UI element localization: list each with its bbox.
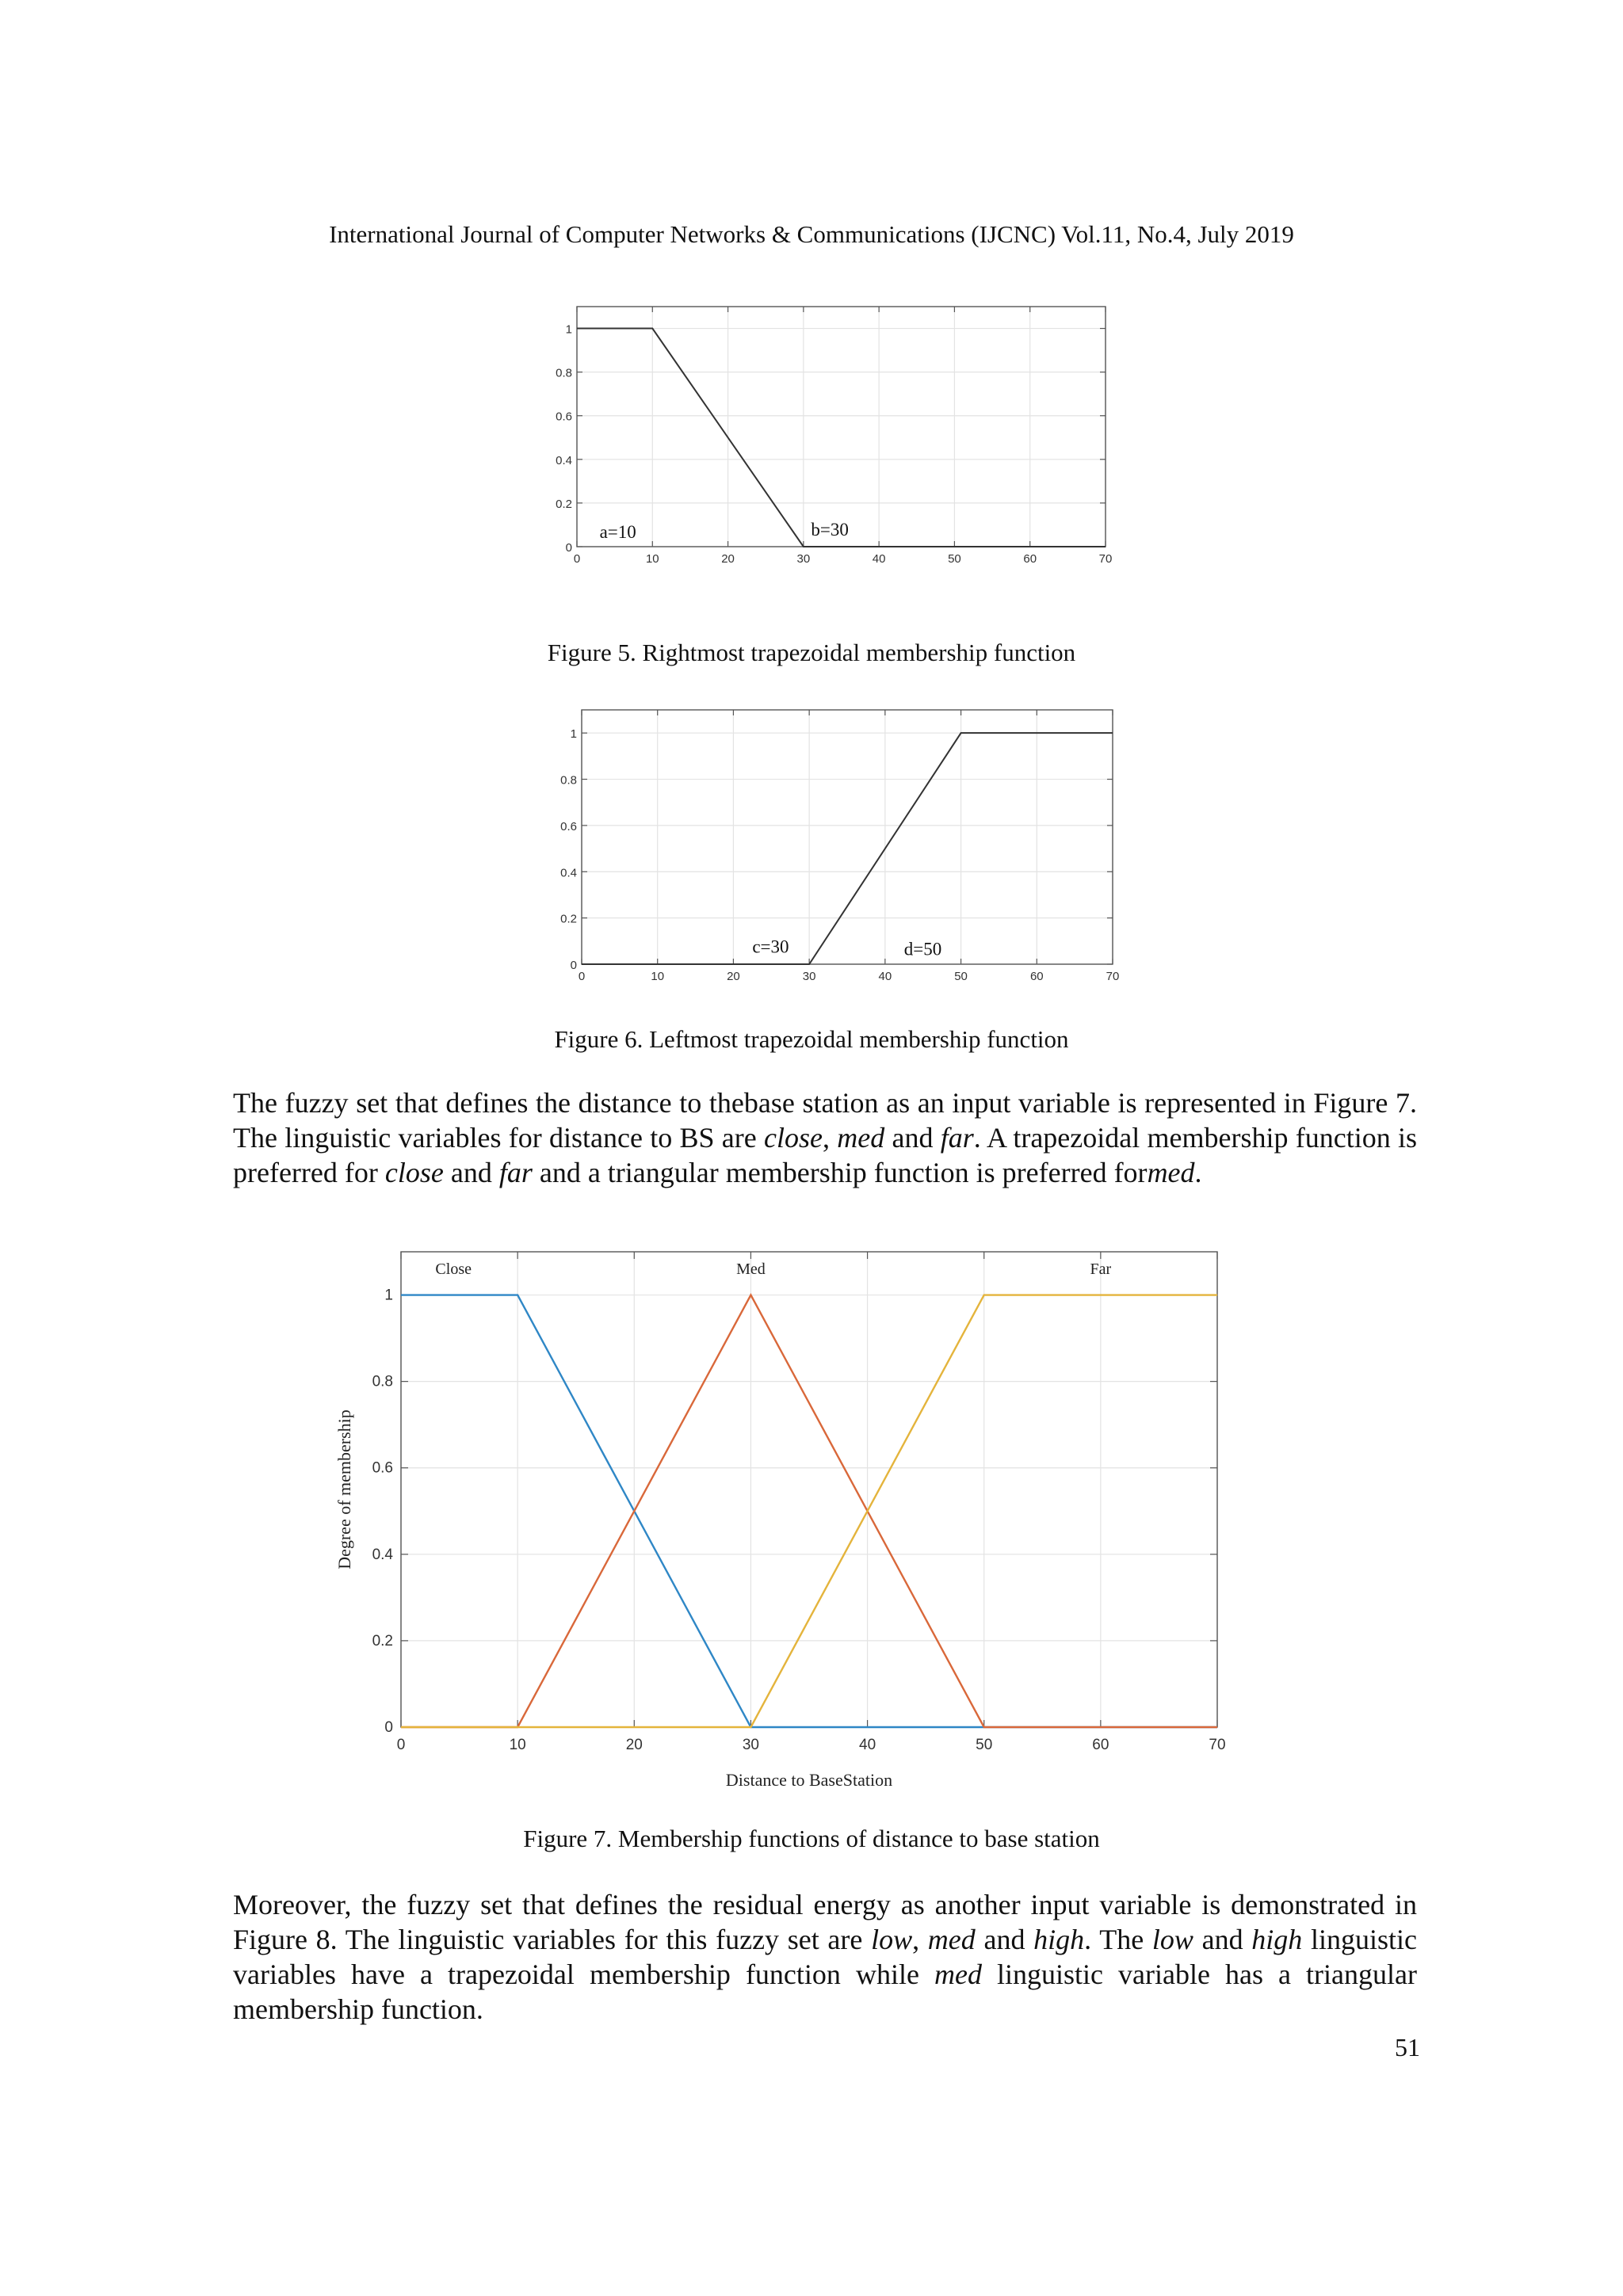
y-tick-label: 0.8 (372, 1373, 393, 1390)
figure-7-caption: Figure 7. Membership functions of distance to base station (523, 1825, 1100, 1852)
term-med: med (927, 1924, 976, 1955)
y-tick-label: 0 (384, 1719, 393, 1736)
x-tick-label: 30 (796, 552, 811, 566)
chart-grid (582, 710, 1113, 964)
x-tick-label: 0 (396, 1737, 406, 1753)
y-tick-label: 0.4 (556, 453, 572, 467)
text-run: . A trapezoidal membership function is preferred for (233, 1122, 1417, 1188)
text-run: linguistic variables have a trapezoidal membership function while (233, 1924, 1417, 1990)
x-tick-label: 40 (878, 970, 892, 983)
y-tick-label: 0.2 (372, 1632, 393, 1650)
figure-5-caption: Figure 5. Rightmost trapezoidal membership function (547, 639, 1076, 666)
figure-5-chart (523, 293, 1125, 566)
x-tick-label: 60 (1023, 552, 1037, 566)
term-high: high (1033, 1924, 1085, 1955)
x-tick-label: 20 (727, 970, 740, 983)
x-tick-label: 70 (1106, 970, 1120, 983)
x-tick-label: 50 (954, 970, 968, 983)
x-tick-label: 30 (742, 1737, 759, 1753)
figure-7-chart (325, 1236, 1228, 1806)
term-low: low (871, 1924, 913, 1955)
term-close: close (384, 1157, 444, 1188)
x-tick-label: 0 (578, 970, 586, 983)
x-axis-label: Distance to BaseStation (725, 1770, 893, 1790)
series-line-med (401, 1295, 1217, 1727)
term-low: low (1151, 1924, 1193, 1955)
x-tick-label: 50 (948, 552, 961, 566)
y-tick-label: 0.4 (560, 866, 577, 880)
series-line (582, 733, 1113, 964)
y-tick-label: 0.4 (372, 1546, 393, 1563)
y-tick-label: 0 (570, 959, 577, 972)
paragraph-energy (233, 1887, 1417, 2027)
x-tick-label: 10 (645, 552, 659, 566)
text-run: . The (1084, 1924, 1152, 1955)
annotation-label: c=30 (752, 936, 789, 957)
y-tick-label: 0.6 (372, 1459, 393, 1477)
figure-6-chart (523, 697, 1125, 983)
y-tick-label: 0.8 (556, 366, 572, 380)
text-run: linguistic variable has a triangular membership function. (233, 1958, 1417, 2025)
chart-grid (577, 307, 1106, 547)
plot-frame (577, 307, 1106, 547)
x-tick-label: 70 (1098, 552, 1113, 566)
series-line (577, 329, 1106, 547)
x-tick-label: 0 (573, 552, 581, 566)
journal-header: International Journal of Computer Networks & Communications (IJCNC) Vol.11, No.4, July 2019 (329, 220, 1294, 248)
page-number: 51 (1395, 2033, 1420, 2061)
text-run: and (1193, 1924, 1252, 1955)
text-run: , (912, 1924, 928, 1955)
term-med: med (1147, 1157, 1195, 1188)
figure-6-caption: Figure 6. Leftmost trapezoidal membership function (554, 1025, 1069, 1053)
y-tick-label: 0.8 (560, 773, 577, 788)
y-tick-label: 1 (384, 1287, 393, 1304)
plot-frame (582, 710, 1113, 964)
mf-label: Close (435, 1261, 472, 1278)
text-run: and (884, 1122, 941, 1154)
term-far: far (940, 1122, 974, 1154)
y-axis-label: Degree of membership (334, 1409, 354, 1569)
mf-label: Med (736, 1261, 766, 1278)
term-med: med (837, 1122, 885, 1154)
term-high: high (1251, 1924, 1303, 1955)
text-run: . (1194, 1157, 1202, 1188)
x-tick-label: 30 (802, 970, 816, 983)
x-tick-label: 60 (1092, 1737, 1109, 1753)
x-tick-label: 20 (625, 1737, 643, 1753)
series-line-close (401, 1295, 1217, 1727)
x-tick-label: 10 (651, 970, 665, 983)
text-run: Moreover, the fuzzy set that defines the residual energy as another input variable is demonstrated in Figure 8. The linguistic variables for this fuzzy set are (233, 1889, 1417, 1955)
text-run: The fuzzy set that defines the distance to thebase station as an input variable is represented in Figure 7. The linguistic variables for distance to BS are (233, 1087, 1417, 1154)
term-far: far (498, 1157, 533, 1188)
y-tick-label: 0.2 (560, 912, 577, 926)
y-tick-label: 0 (565, 541, 572, 555)
text-run: and (443, 1157, 499, 1188)
text-run: , (822, 1122, 838, 1154)
annotation-label: a=10 (599, 521, 636, 542)
x-tick-label: 50 (976, 1737, 993, 1753)
y-tick-label: 1 (570, 727, 577, 742)
text-run: and a triangular membership function is preferred for (532, 1157, 1148, 1188)
y-tick-label: 1 (565, 322, 572, 337)
mf-label: Far (1090, 1261, 1112, 1278)
x-tick-label: 10 (509, 1737, 526, 1753)
annotation-label: d=50 (903, 939, 942, 959)
annotation-label: b=30 (811, 520, 849, 540)
term-close: close (763, 1122, 823, 1154)
y-tick-label: 0.2 (556, 497, 572, 511)
x-tick-label: 40 (872, 552, 886, 566)
y-tick-label: 0.6 (560, 819, 577, 833)
series-line-far (401, 1295, 1217, 1727)
text-run: and (975, 1924, 1034, 1955)
x-tick-label: 20 (721, 552, 735, 566)
plot-frame (401, 1252, 1217, 1727)
paragraph-distance (233, 1085, 1417, 1190)
y-tick-label: 0.6 (556, 410, 572, 424)
x-tick-label: 40 (859, 1737, 876, 1753)
x-tick-label: 70 (1209, 1737, 1226, 1753)
chart-grid (401, 1252, 1217, 1727)
term-med: med (934, 1958, 982, 1990)
x-tick-label: 60 (1029, 970, 1044, 983)
